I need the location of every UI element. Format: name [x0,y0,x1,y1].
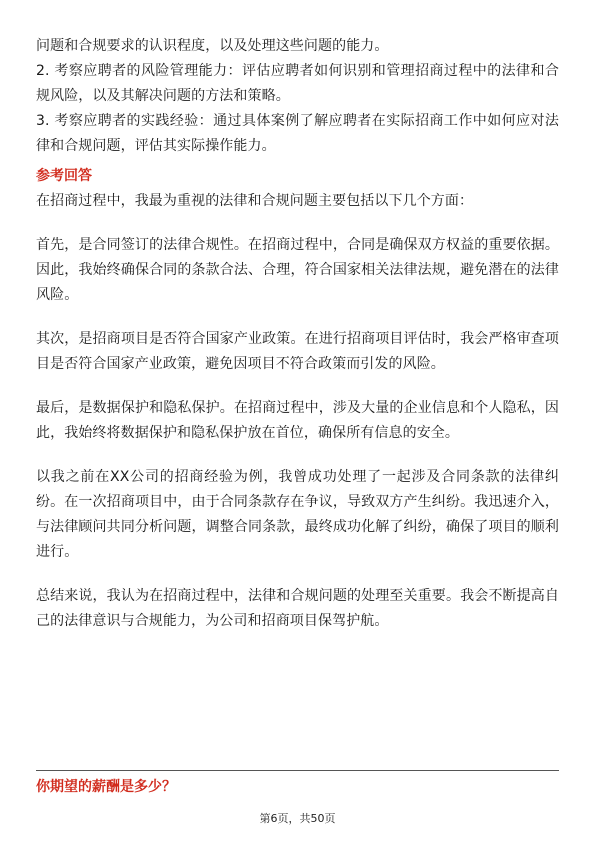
answer-paragraph-3: 其次，是招商项目是否符合国家产业政策。在进行招商项目评估时，我会严格审查项目是否符合国家产业政策，避免因项目不符合政策而引发的风险。 [36,331,559,372]
answer-paragraph-6: 总结来说，我认为在招商过程中，法律和合规问题的处理至关重要。我会不断提高自己的法律意识与合规能力，为公司和招商项目保驾护航。 [36,588,559,629]
answer-paragraph-4: 最后，是数据保护和隐私保护。在招商过程中，涉及大量的企业信息和个人隐私，因此，我始终将数据保护和隐私保护放在首位，确保所有信息的安全。 [36,400,559,441]
answer-paragraph-1: 在招商过程中，我最为重视的法律和合规问题主要包括以下几个方面： [36,193,474,209]
intro-line-3: 3. 考察应聘者的实践经验：通过具体案例了解应聘者在实际招商工作中如何应对法律和合规问题，评估其实际操作能力。 [36,113,559,154]
intro-line-1: 问题和合规要求的认识程度，以及处理这些问题的能力。 [36,38,389,54]
section-divider [36,770,559,771]
page-content [36,34,559,634]
next-question-heading: 你期望的薪酬是多少？ [36,779,176,795]
answer-paragraph-2: 首先，是合同签订的法律合规性。在招商过程中，合同是确保双方权益的重要依据。因此，我始终确保合同的条款合法、合理，符合国家相关法律法规，避免潜在的法律风险。 [36,237,559,303]
answer-paragraph-5: 以我之前在XX公司的招商经验为例，我曾成功处理了一起涉及合同条款的法律纠纷。在一次招商项目中，由于合同条款存在争议，导致双方产生纠纷。我迅速介入，与法律顾问共同分析问题，调整合同条款，最终成功化解了纠纷，确保了项目的顺利进行。 [36,469,559,560]
answer-heading: 参考回答 [36,168,92,184]
intro-line-2: 2. 考察应聘者的风险管理能力：评估应聘者如何识别和管理招商过程中的法律和合规风险，以及其解决问题的方法和策略。 [36,63,559,104]
page-footer: 第6页，共50页 [259,812,336,825]
